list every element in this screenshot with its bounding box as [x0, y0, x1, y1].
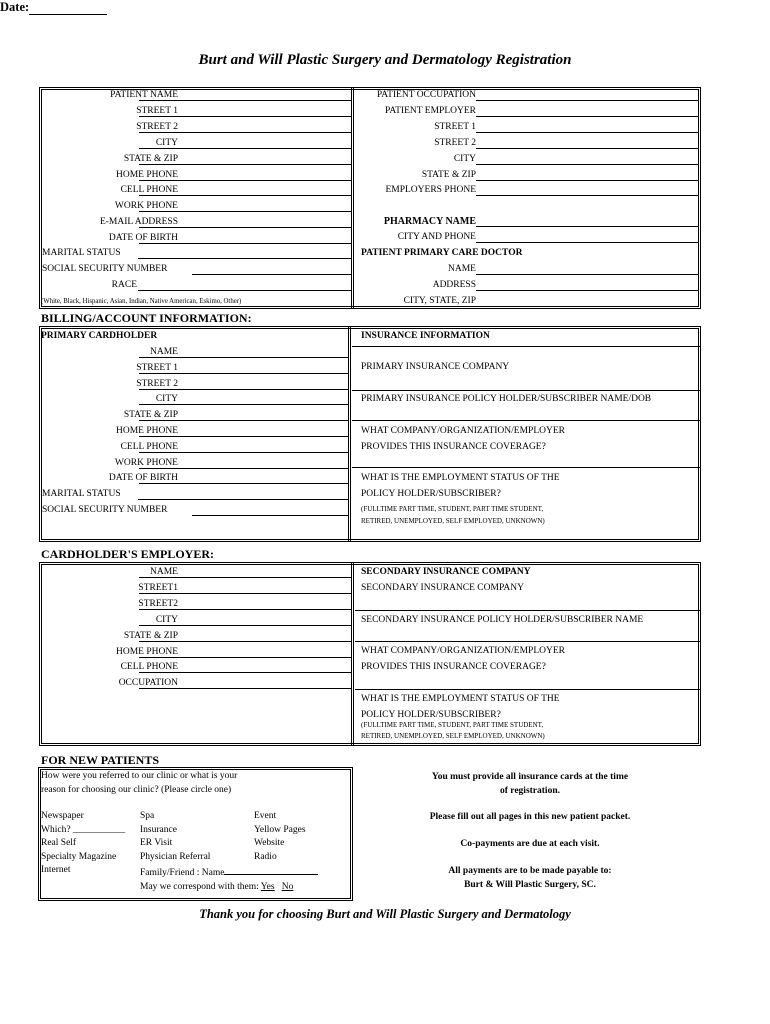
secondary-note-2: RETIRED, UNEMPLOYED, SELF EMPLOYED, UNKNOWN): [361, 732, 545, 740]
cardholder-marital-line[interactable]: [138, 499, 348, 500]
referral-option-family[interactable]: [140, 864, 318, 881]
patient-field-label: CITY: [155, 137, 178, 148]
employment-note-2: RETIRED, UNEMPLOYED, SELF EMPLOYED, UNKNOWN): [361, 517, 545, 525]
patient-field-label: STATE & ZIP: [123, 153, 178, 164]
patient-field-line[interactable]: [139, 116, 351, 117]
secondary-policy-label: SECONDARY INSURANCE POLICY HOLDER/SUBSCRIBER NAME: [361, 615, 644, 625]
patient-field-label: STREET 1: [136, 105, 178, 116]
cardholder-field-row[interactable]: [42, 408, 362, 423]
employment-label-1: WHAT IS THE EMPLOYMENT STATUS OF THE: [361, 473, 560, 483]
pharmacy-field-label: CITY AND PHONE: [397, 232, 476, 242]
referral-option[interactable]: Specialty Magazine: [41, 851, 117, 862]
secondary-employment-2: POLICY HOLDER/SUBSCRIBER?: [361, 710, 501, 720]
patient-right-field-line[interactable]: [476, 100, 698, 101]
page-title: Burt and Will Plastic Surgery and Dermatology Registration: [198, 52, 572, 68]
patient-right-field-line[interactable]: [476, 195, 698, 196]
patient-field-row[interactable]: [42, 183, 362, 198]
employer-field-label: NAME: [150, 567, 178, 577]
employer-field-label: STATE & ZIP: [123, 630, 178, 641]
correspond-yes[interactable]: Yes: [260, 881, 275, 892]
coverage-label-2: PROVIDES THIS INSURANCE COVERAGE?: [361, 442, 546, 452]
employer-field-line[interactable]: [139, 672, 351, 673]
pcd-field-line[interactable]: [476, 290, 698, 291]
patient-right-field-label: CITY: [453, 153, 476, 164]
billing-header: BILLING/ACCOUNT INFORMATION:: [41, 311, 252, 325]
secondary-coverage-1: WHAT COMPANY/ORGANIZATION/EMPLOYER: [361, 646, 565, 656]
pcd-field-line[interactable]: [476, 274, 698, 275]
employer-field-row[interactable]: [42, 645, 362, 660]
secondary-coverage-line[interactable]: [355, 689, 700, 690]
pcd-field-label: ADDRESS: [432, 279, 476, 290]
patient-right-field-row[interactable]: [355, 136, 675, 151]
employment-note-1: (FULLTIME PART TIME, STUDENT, PART TIME STUDENT,: [361, 505, 544, 513]
patient-field-row[interactable]: [42, 104, 362, 119]
employer-field-row[interactable]: [42, 565, 362, 580]
secondary-coverage-2: PROVIDES THIS INSURANCE COVERAGE?: [361, 662, 546, 672]
employment-label-2: POLICY HOLDER/SUBSCRIBER?: [361, 489, 501, 499]
cardholder-field-line[interactable]: [139, 468, 348, 469]
patient-right-field-label: STATE & ZIP: [421, 169, 476, 180]
employer-field-label: OCCUPATION: [118, 678, 178, 689]
coverage-label-1: WHAT COMPANY/ORGANIZATION/EMPLOYER: [361, 426, 565, 436]
cardholder-marital-row[interactable]: [42, 487, 352, 502]
patient-right-field-label: STREET 2: [434, 137, 476, 148]
pharmacy-field-label: PHARMACY NAME: [383, 216, 476, 227]
new-patients-header: FOR NEW PATIENTS: [41, 753, 160, 767]
race-line[interactable]: [138, 290, 351, 291]
cardholder-field-row[interactable]: [42, 377, 362, 392]
patient-right-field-label: EMPLOYERS PHONE: [385, 185, 476, 196]
referral-option[interactable]: Spa: [140, 811, 155, 821]
patient-right-field-row[interactable]: [355, 88, 675, 103]
cardholder-marital-label: MARITAL STATUS: [42, 489, 121, 499]
pharmacy-field-line[interactable]: [476, 226, 698, 227]
marital-status-label: MARITAL STATUS: [42, 248, 121, 258]
employer-field-row[interactable]: [42, 581, 362, 596]
correspond-label: May we correspond with them:: [140, 881, 259, 892]
policy-holder-label: PRIMARY INSURANCE POLICY HOLDER/SUBSCRIBER NAME/DOB: [361, 394, 652, 404]
patient-field-label: DATE OF BIRTH: [108, 233, 178, 244]
correspond-row: [140, 881, 318, 895]
patient-field-row[interactable]: [42, 152, 362, 167]
cardholder-field-row[interactable]: [42, 471, 362, 486]
pcd-field-row[interactable]: [355, 278, 675, 293]
primary-company-label: PRIMARY INSURANCE COMPANY: [361, 362, 510, 372]
employer-field-row[interactable]: [42, 629, 362, 644]
cardholder-field-label: NAME: [150, 347, 178, 357]
date-label: Date:: [0, 0, 30, 14]
patient-field-line[interactable]: [139, 100, 351, 101]
patient-field-row[interactable]: [42, 168, 362, 183]
cardholder-field-line[interactable]: [139, 483, 348, 484]
cardholder-field-line[interactable]: [139, 420, 348, 421]
patient-right-field-line[interactable]: [476, 164, 698, 165]
cardholder-field-line[interactable]: [139, 436, 348, 437]
employer-field-line[interactable]: [139, 688, 351, 689]
patient-field-label: WORK PHONE: [114, 201, 178, 212]
referral-option[interactable]: Yellow Pages: [254, 824, 306, 835]
ssn-row[interactable]: [42, 262, 352, 277]
pharmacy-field-line[interactable]: [476, 242, 698, 243]
patient-right-field-row[interactable]: [355, 183, 675, 198]
employer-field-line[interactable]: [139, 657, 351, 658]
cardholder-field-row[interactable]: [42, 392, 362, 407]
employer-field-label: HOME PHONE: [115, 646, 178, 657]
pharmacy-field-row[interactable]: [355, 214, 675, 229]
patient-right-field-row[interactable]: [355, 168, 675, 183]
referral-option[interactable]: ER Visit: [140, 838, 173, 848]
referral-option[interactable]: Which? ___________: [41, 824, 126, 835]
patient-field-line[interactable]: [139, 243, 351, 244]
patient-field-row[interactable]: [42, 136, 362, 151]
patient-right-field-label: PATIENT OCCUPATION: [376, 90, 476, 100]
patient-field-line[interactable]: [139, 195, 351, 196]
employer-field-label: CELL PHONE: [120, 662, 178, 673]
referral-col-3: [254, 810, 306, 864]
patient-field-line[interactable]: [139, 132, 351, 133]
note-fill-pages: Please fill out all pages in this new patient packet.: [429, 812, 631, 822]
primary-company-line[interactable]: [352, 390, 700, 391]
patient-field-row[interactable]: [42, 215, 362, 230]
cardholder-field-row[interactable]: [42, 440, 362, 455]
employer-field-line[interactable]: [139, 577, 351, 578]
race-row[interactable]: [42, 278, 352, 293]
patient-right-field-row[interactable]: [355, 104, 675, 119]
pcd-field-label: CITY, STATE, ZIP: [403, 295, 476, 306]
patient-field-row[interactable]: [42, 88, 362, 103]
cardholder-ssn-line[interactable]: [192, 515, 348, 516]
employer-field-line[interactable]: [139, 609, 351, 610]
referral-option[interactable]: Physician Referral: [140, 851, 211, 862]
secondary-policy-line[interactable]: [355, 641, 700, 642]
patient-field-row[interactable]: [42, 120, 362, 135]
patient-right-field-line[interactable]: [476, 148, 698, 149]
date-blank[interactable]: [29, 2, 107, 15]
cardholder-field-label: STREET 2: [136, 378, 178, 389]
referral-question-2: reason for choosing our clinic? (Please circle one): [41, 785, 232, 795]
patient-field-label: CELL PHONE: [120, 185, 178, 196]
insurance-header-line: [352, 346, 700, 347]
employer-field-row[interactable]: [42, 676, 362, 691]
patient-field-label: STREET 2: [136, 121, 178, 132]
patient-right-field-line[interactable]: [476, 132, 698, 133]
cardholder-field-row[interactable]: [42, 424, 362, 439]
patient-field-row[interactable]: [42, 199, 362, 214]
patient-field-line[interactable]: [139, 148, 351, 149]
cardholder-ssn-label: SOCIAL SECURITY NUMBER: [42, 505, 168, 515]
policy-holder-line[interactable]: [352, 420, 700, 421]
insurance-header: INSURANCE INFORMATION: [361, 331, 490, 341]
race-note: (White, Black, Hispanic, Asian, Indian, Native American, Eskimo, Other): [41, 298, 242, 305]
cardholder-field-label: CITY: [155, 394, 178, 405]
referral-option[interactable]: Newspaper: [41, 811, 84, 821]
cardholder-field-row[interactable]: [42, 361, 362, 376]
employer-field-line[interactable]: [139, 625, 351, 626]
patient-right-field-row[interactable]: [355, 152, 675, 167]
employer-header: CARDHOLDER'S EMPLOYER:: [41, 547, 215, 561]
pcd-field-row[interactable]: [355, 294, 675, 309]
race-label: RACE: [111, 280, 137, 290]
note-insurance-cards: You must provide all insurance cards at the time of registration.: [431, 772, 629, 796]
primary-care-doctor-title: PATIENT PRIMARY CARE DOCTOR: [361, 248, 523, 258]
pharmacy-field-row[interactable]: [355, 230, 675, 245]
pcd-field-line[interactable]: [476, 306, 698, 307]
cardholder-field-line[interactable]: [139, 452, 348, 453]
pcd-field-label: NAME: [448, 264, 476, 274]
thank-you-footer: Thank you for choosing Burt and Will Plastic Surgery and Dermatology: [199, 907, 571, 921]
patient-field-line[interactable]: [139, 211, 351, 212]
cardholder-field-row[interactable]: [42, 345, 362, 360]
family-friend-line[interactable]: [224, 864, 318, 875]
referral-option[interactable]: Internet: [41, 865, 71, 875]
cardholder-ssn-row[interactable]: [42, 503, 352, 518]
cardholder-field-row[interactable]: [42, 456, 362, 471]
cardholder-field-label: STATE & ZIP: [123, 410, 178, 421]
referral-question-1: How were you referred to our clinic or what is your: [41, 771, 238, 781]
marital-status-line[interactable]: [138, 258, 351, 259]
patient-right-field-line[interactable]: [476, 180, 698, 181]
ssn-line[interactable]: [192, 274, 351, 275]
secondary-header: SECONDARY INSURANCE COMPANY: [361, 567, 531, 577]
note-copayments: Co-payments are due at each visit.: [460, 839, 600, 849]
referral-option[interactable]: Radio: [254, 851, 277, 862]
coverage-line[interactable]: [352, 467, 700, 468]
patient-right-field-label: STREET 1: [434, 121, 476, 132]
secondary-company-label: SECONDARY INSURANCE COMPANY: [361, 583, 524, 593]
cardholder-field-label: CELL PHONE: [120, 441, 178, 452]
employer-field-row[interactable]: [42, 597, 362, 612]
family-friend-label: Family/Friend : Name: [140, 868, 225, 878]
note-payable: All payments are to be made payable to: Burt & Will Plastic Surgery, SC.: [448, 866, 612, 890]
secondary-employment-1: WHAT IS THE EMPLOYMENT STATUS OF THE: [361, 694, 560, 704]
cardholder-field-line[interactable]: [139, 357, 348, 358]
cardholder-field-line[interactable]: [139, 389, 348, 390]
referral-option[interactable]: Insurance: [140, 824, 177, 835]
patient-field-label: PATIENT NAME: [110, 90, 178, 100]
patient-field-label: E-MAIL ADDRESS: [99, 217, 178, 228]
cardholder-field-label: DATE OF BIRTH: [108, 473, 178, 484]
referral-option[interactable]: Website: [254, 838, 285, 848]
patient-right-field-line[interactable]: [476, 116, 698, 117]
patient-field-line[interactable]: [139, 180, 351, 181]
patient-field-label: HOME PHONE: [115, 169, 178, 180]
ssn-label: SOCIAL SECURITY NUMBER: [42, 264, 168, 274]
patient-right-field-row[interactable]: [355, 120, 675, 135]
cardholder-field-label: HOME PHONE: [115, 426, 178, 436]
employer-field-line[interactable]: [139, 641, 351, 642]
primary-cardholder-title: PRIMARY CARDHOLDER: [41, 331, 158, 341]
cardholder-field-label: WORK PHONE: [114, 457, 178, 468]
referral-option[interactable]: Event: [254, 811, 277, 821]
pcd-field-row[interactable]: [355, 262, 675, 277]
employer-field-row[interactable]: [42, 613, 362, 628]
correspond-no[interactable]: No: [281, 881, 294, 892]
employer-field-row[interactable]: [42, 660, 362, 675]
patient-field-line[interactable]: [139, 227, 351, 228]
secondary-company-line[interactable]: [355, 610, 700, 611]
employer-field-line[interactable]: [139, 593, 351, 594]
cardholder-field-line[interactable]: [139, 373, 348, 374]
marital-status-row[interactable]: [42, 246, 352, 261]
employer-field-label: CITY: [155, 614, 178, 625]
secondary-note-1: (FULLTIME PART TIME, STUDENT, PART TIME STUDENT,: [361, 721, 544, 729]
employer-field-label: STREET2: [138, 598, 178, 609]
referral-option[interactable]: Real Self: [41, 838, 77, 848]
employer-field-label: STREET1: [138, 582, 178, 593]
referral-col-1: [41, 810, 125, 878]
patient-field-line[interactable]: [139, 164, 351, 165]
cardholder-field-label: STREET 1: [136, 362, 178, 373]
date-field[interactable]: [0, 0, 770, 15]
cardholder-field-line[interactable]: [139, 404, 348, 405]
patient-field-row[interactable]: [42, 231, 362, 246]
patient-right-field-label: PATIENT EMPLOYER: [384, 105, 476, 116]
